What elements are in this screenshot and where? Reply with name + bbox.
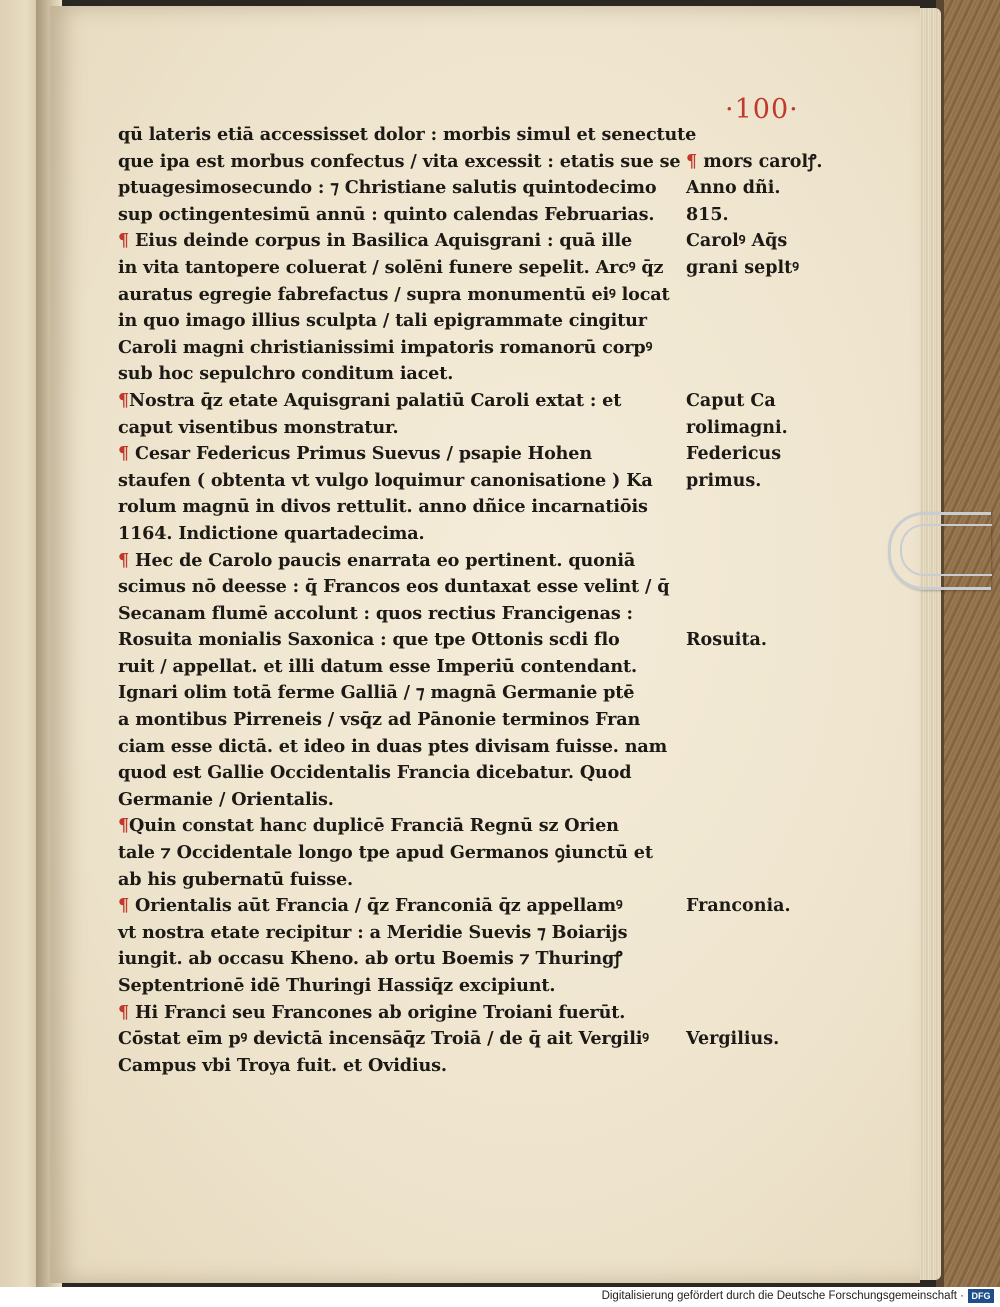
text-line [118,601,678,628]
margin-note-text: Carolꝰ Aq̄s [686,231,788,252]
text-line [118,388,678,415]
margin-note-text: Caput Ca [686,391,776,411]
margin-note-text: Franconia. [686,896,791,917]
text-line [118,627,678,654]
text-line [118,840,678,867]
line-text: in quo imago illius sculpta / tali epigrammate cingitur [118,310,647,332]
margin-note-text: Federicus [686,444,782,465]
text-line [118,122,697,149]
line-text: Germanie / Orientalis. [118,788,334,810]
margin-note-text: rolimagni. [686,417,788,438]
line-text: scimus nō deesse : q̄ Francos eos duntaxat esse velint / q̄ [118,576,670,598]
margin-note-text: primus. [686,470,762,491]
line-text: Quin constat hanc duplicē Franciā Regnū sz Orien [129,815,619,837]
text-line [118,867,678,894]
margin-note-text: Rosuita. [686,630,767,651]
margin-note [686,415,826,442]
text-line [118,202,678,229]
line-text: Orientalis aūt Francia / q̄z Franconiā q̄z appellamꝰ [129,895,623,917]
margin-note [686,228,826,255]
line-text: Hec de Carolo paucis enarrata eo pertinent. quoniā [129,549,636,571]
margin-pilcrow: ¶ [686,151,698,172]
text-line [118,335,678,362]
line-text: 1164. Indictione quartadecima. [118,522,425,544]
pilcrow-mark: ¶ [118,230,130,252]
text-line [118,920,678,947]
margin-note [686,149,826,176]
binding-board [936,0,1000,1287]
line-text: staufen ( obtenta vt vulgo loquimur canonisatione ) Ka [118,469,653,491]
pilcrow-mark: ¶ [118,389,130,411]
line-text: Secanam flumē accolunt : quos rectius Francigenas : [118,602,633,624]
footer-bar [0,1287,1000,1307]
text-line [118,734,678,761]
margin-note [686,1026,826,1053]
line-text: Rosuita monialis Saxonica : que tpe Ottonis scdi flo [118,629,620,651]
margin-note [686,893,826,920]
line-text: ruit / appellat. et illi datum esse Imperiū contendant. [118,655,637,677]
paper-clip-inner [900,524,992,576]
text-line [118,760,678,787]
text-line [118,255,678,282]
margin-note-text: grani sepltꝰ [686,258,799,278]
margin-note [686,468,826,495]
margin-note-text: mors carolꝭ. [697,151,823,172]
pilcrow-mark: ¶ [118,549,130,571]
line-text: Septentrionē idē Thuringi Hassiq̄z excipiunt. [118,975,556,996]
line-text: que ipa est morbus confectus / vita excessit : etatis sue se [118,150,681,172]
line-text: caput visentibus monstratur. [118,416,399,438]
margin-note [686,255,826,282]
line-text: Caroli magni christianissimi impatoris romanorū corpꝰ [118,336,653,358]
text-line [118,973,678,1000]
text-line [118,893,678,920]
text-line [118,1026,678,1053]
line-text: Ignari olim totā ferme Galliā / ⁊ magnā Germanie ptē [118,682,635,704]
line-text: Hi Franci seu Francones ab origine Troiani fuerūt. [129,1001,626,1023]
text-line [118,813,678,840]
text-line [118,149,681,176]
text-line [118,361,678,388]
pilcrow-mark: ¶ [118,1001,130,1023]
text-line [118,228,678,255]
main-text-block [118,122,697,1079]
margin-note-text: 815. [686,204,729,225]
pilcrow-mark: ¶ [118,895,130,917]
text-line [118,415,678,442]
margin-note [686,627,826,654]
text-line [118,494,678,521]
line-text: Campus vbi Troya fuit. et Ovidius. [118,1054,447,1076]
text-line [118,1053,678,1080]
text-line [118,441,678,468]
line-text: qū lateris etiā accessisset dolor : morbis simul et senectute [118,124,697,145]
margin-note-text: Anno dñi. [686,178,781,199]
line-text: tale ⁊ Occidentale longo tpe apud Germanos ꝯiunctū et [118,842,653,864]
margin-note [686,175,826,202]
line-text: a montibus Pirreneis / vsq̄z ad Pānonie terminos Fran [118,709,641,731]
margin-note-text: Vergilius. [686,1029,780,1050]
text-line [118,282,678,309]
text-line [118,521,678,548]
dfg-logo-icon: DFG [968,1289,994,1303]
line-text: Cōstat eīm pꝰ devictā incensāq̄z Troiā / de q̄ ait Vergiliꝰ [118,1028,649,1050]
margin-note [686,441,826,468]
pilcrow-mark: ¶ [118,815,130,837]
text-line [118,548,678,575]
line-text: sup octingentesimū annū : quinto calendas Februarias. [118,203,655,225]
line-text: ab his gubernatū fuisse. [118,868,353,890]
line-text: Cesar Federicus Primus Suevus / psapie Hohen [129,443,592,465]
line-text: vt nostra etate recipitur : a Meridie Suevis ⁊ Boiarijs [118,921,628,943]
line-text: Nostra q̄z etate Aquisgrani palatiū Caroli extat : et [129,389,622,411]
line-text: ciam esse dictā. et ideo in duas ptes divisam fuisse. nam [118,735,668,757]
line-text: sub hoc sepulchro conditum iacet. [118,363,454,385]
text-line [118,946,678,973]
margin-note [686,388,826,415]
line-text: quod est Gallie Occidentalis Francia dicebatur. Quod [118,762,632,784]
text-line [118,654,678,681]
line-text: Eius deinde corpus in Basilica Aquisgrani : quā ille [129,230,633,252]
margin-note [686,202,826,229]
text-line [118,574,678,601]
text-line [118,787,678,814]
line-text: rolum magnū in divos rettulit. anno dñice incarnatiōis [118,496,648,518]
line-text: iungit. ab occasu Kheno. ab ortu Boemis ⁊ Thuringꝭ [118,948,623,970]
text-line [118,707,678,734]
line-text: ptuagesimosecundo : ⁊ Christiane salutis quintodecimo [118,177,657,199]
line-text: in vita tantopere coluerat / solēni funere sepelit. Arcꝰ q̄z [118,256,664,278]
funding-credit: Digitalisierung gefördert durch die Deutsche Forschungsgemeinschaft · [601,1290,964,1302]
line-text: auratus egregie fabrefactus / supra monumentū eiꝰ locat [118,283,670,305]
folio-number: ·100· [725,94,799,125]
text-line [118,1000,678,1027]
pilcrow-mark: ¶ [118,443,130,465]
text-line [118,680,678,707]
text-line [118,468,678,495]
text-line [118,308,678,335]
text-line [118,175,678,202]
